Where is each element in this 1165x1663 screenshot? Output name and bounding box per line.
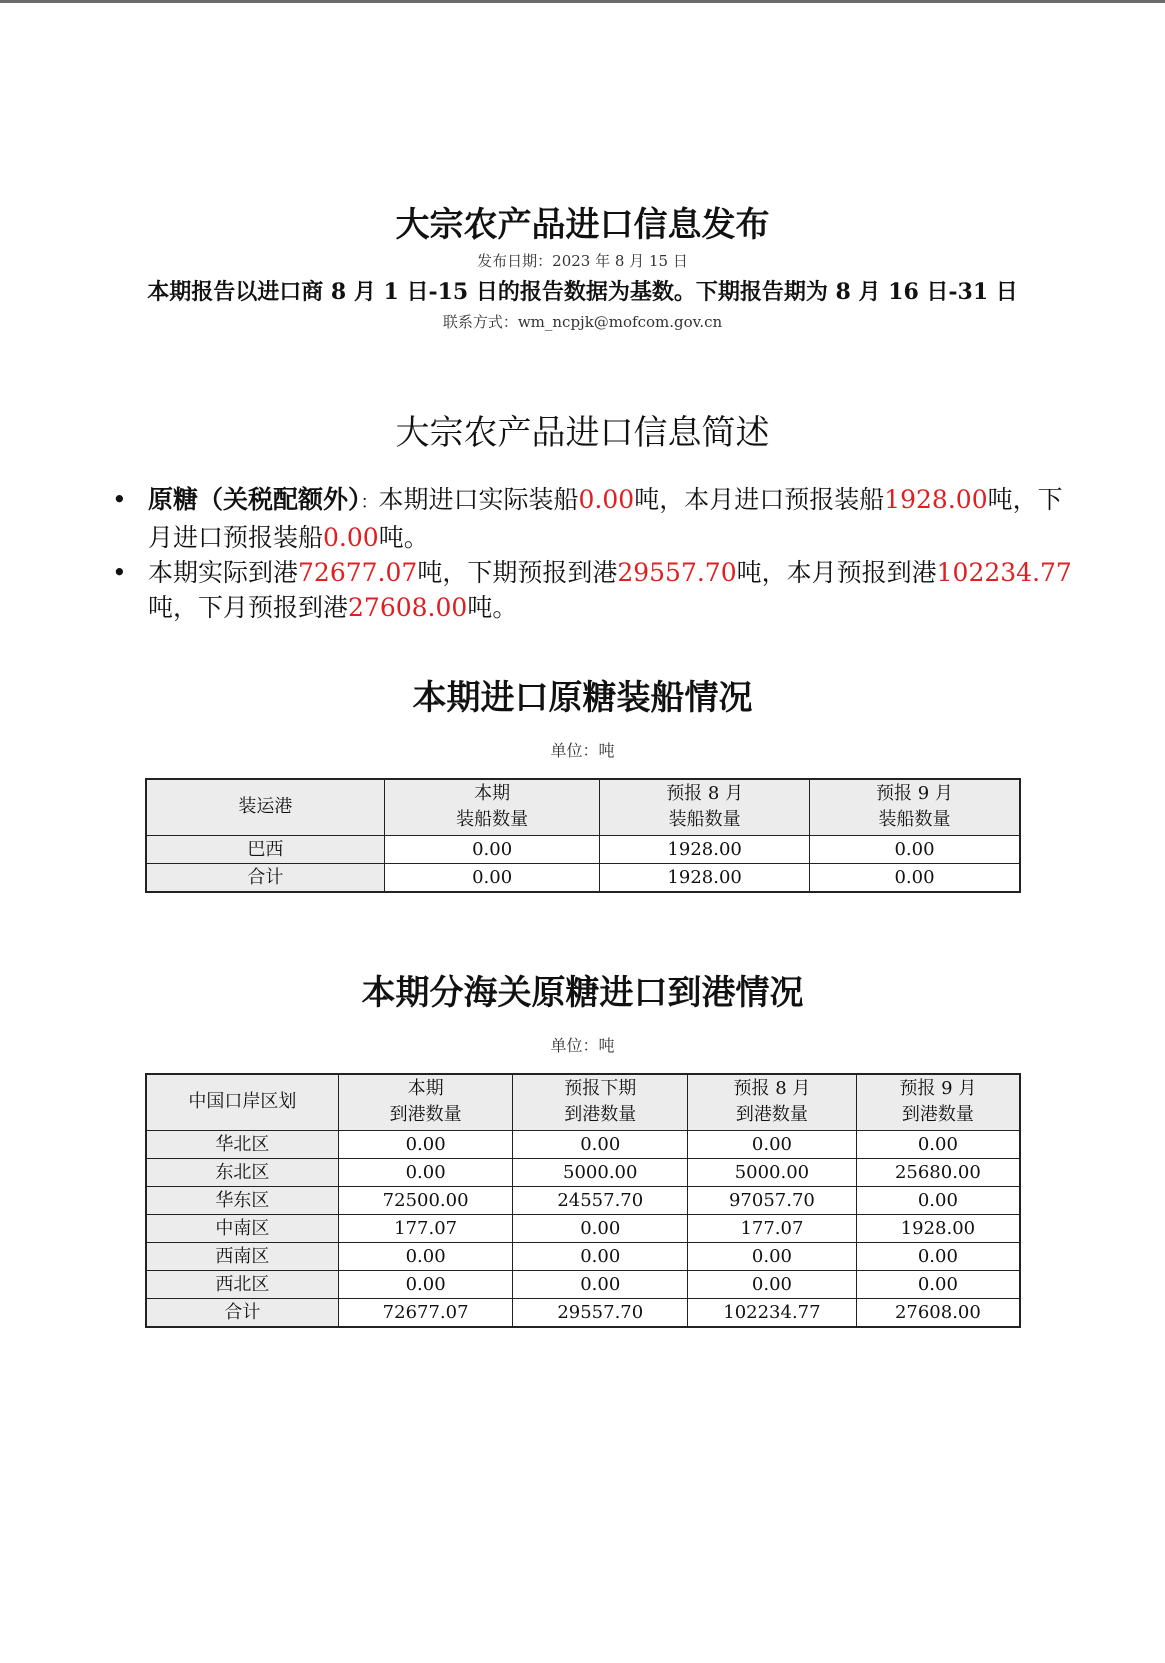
table-cell: 72677.07 bbox=[338, 1298, 513, 1327]
header-forecast-aug bbox=[600, 779, 810, 835]
next-month-shipping-value: 0.00 bbox=[323, 523, 379, 552]
this-month-shipping-value: 1928.00 bbox=[884, 485, 988, 514]
table-cell: 1928.00 bbox=[600, 835, 810, 863]
table-cell: 0.00 bbox=[856, 1242, 1020, 1270]
contact-info: 联系方式：wm_ncpjk@mofcom.gov.cn bbox=[442, 313, 723, 331]
table-cell: 1928.00 bbox=[600, 863, 810, 892]
header-region bbox=[146, 1074, 338, 1130]
summary-title: 大宗农产品进口信息简述 bbox=[395, 413, 770, 453]
table-cell: 0.00 bbox=[384, 835, 599, 863]
table-cell: 1928.00 bbox=[856, 1214, 1020, 1242]
table-cell: 中南区 bbox=[146, 1214, 338, 1242]
header-label: 预报 9 月 bbox=[899, 1078, 977, 1100]
actual-arrival-value: 72677.07 bbox=[298, 558, 418, 587]
table-cell: 合计 bbox=[146, 1298, 338, 1327]
table-cell: 5000.00 bbox=[688, 1158, 857, 1186]
header-label: 预报下期 bbox=[564, 1078, 637, 1100]
table-cell: 0.00 bbox=[688, 1242, 857, 1270]
table-row bbox=[146, 835, 1020, 863]
header-sublabel: 到港数量 bbox=[564, 1104, 637, 1126]
table-cell: 0.00 bbox=[688, 1270, 857, 1298]
actual-shipping-value: 0.00 bbox=[578, 485, 635, 514]
header-current bbox=[338, 1074, 513, 1130]
table-cell: 0.00 bbox=[688, 1130, 857, 1158]
table-cell: 0.00 bbox=[338, 1242, 513, 1270]
report-period-notice: 本期报告以进口商 8 月 1 日-15 日的报告数据为基数。下期报告期为 8 月 16 日-31 日 bbox=[147, 279, 1018, 305]
table-header-row bbox=[146, 1074, 1020, 1130]
summary-text: 吨，本月进口预报装船 bbox=[634, 485, 885, 514]
summary-text: 本期进口实际装船 bbox=[378, 485, 579, 514]
header-forecast-sep bbox=[809, 779, 1020, 835]
table-cell: 东北区 bbox=[146, 1158, 338, 1186]
summary-item-shipping bbox=[112, 482, 1072, 555]
table-cell: 24557.70 bbox=[513, 1186, 688, 1214]
table-row-total bbox=[146, 863, 1020, 892]
summary-item-arrival bbox=[112, 555, 1072, 625]
table-row-total bbox=[146, 1298, 1020, 1327]
summary-text: 吨，下期预报到港 bbox=[417, 558, 618, 587]
table-cell: 97057.70 bbox=[688, 1186, 857, 1214]
page-title: 大宗农产品进口信息发布 bbox=[395, 205, 770, 245]
table-cell: 巴西 bbox=[146, 835, 384, 863]
summary-text: 吨，下月预报到港 bbox=[148, 593, 349, 622]
table-cell: 0.00 bbox=[384, 863, 599, 892]
arrival-table bbox=[145, 1073, 1021, 1328]
header-label: 装运港 bbox=[238, 796, 293, 818]
table-row bbox=[146, 1214, 1020, 1242]
label-colon: ： bbox=[360, 492, 379, 513]
shipping-table bbox=[145, 778, 1021, 893]
table-cell: 合计 bbox=[146, 863, 384, 892]
table-row bbox=[146, 1130, 1020, 1158]
bullet-icon: • bbox=[112, 558, 127, 587]
bullet-icon: • bbox=[112, 485, 127, 514]
summary-text: 本期实际到港 bbox=[148, 558, 299, 587]
table-cell: 0.00 bbox=[856, 1270, 1020, 1298]
header-label: 预报 8 月 bbox=[733, 1078, 811, 1100]
table-cell: 西南区 bbox=[146, 1242, 338, 1270]
table-cell: 72500.00 bbox=[338, 1186, 513, 1214]
header-forecast-aug bbox=[688, 1074, 857, 1130]
header-current bbox=[384, 779, 599, 835]
this-month-arrival-value: 102234.77 bbox=[936, 558, 1072, 587]
table-row bbox=[146, 1186, 1020, 1214]
table-header-row bbox=[146, 779, 1020, 835]
table-cell: 0.00 bbox=[513, 1130, 688, 1158]
header-port bbox=[146, 779, 384, 835]
summary-list bbox=[112, 482, 1072, 625]
table-cell: 0.00 bbox=[513, 1270, 688, 1298]
top-border bbox=[0, 0, 1165, 3]
product-label: 原糖（关税配额外） bbox=[148, 485, 361, 514]
table-cell: 177.07 bbox=[338, 1214, 513, 1242]
table-cell: 0.00 bbox=[856, 1130, 1020, 1158]
header-label: 预报 8 月 bbox=[666, 783, 744, 805]
header-sublabel: 装船数量 bbox=[668, 809, 741, 831]
shipping-section-title: 本期进口原糖装船情况 bbox=[412, 678, 753, 718]
table-cell: 102234.77 bbox=[688, 1298, 857, 1327]
header-next-period bbox=[513, 1074, 688, 1130]
table-cell: 0.00 bbox=[513, 1214, 688, 1242]
table-cell: 0.00 bbox=[809, 835, 1020, 863]
table-cell: 0.00 bbox=[856, 1186, 1020, 1214]
header-sublabel: 装船数量 bbox=[456, 809, 529, 831]
header-sublabel: 装船数量 bbox=[878, 809, 951, 831]
table-cell: 0.00 bbox=[338, 1158, 513, 1186]
summary-text: 吨。 bbox=[378, 523, 429, 552]
header-label: 本期 bbox=[474, 783, 511, 805]
publish-date: 发布日期：2023 年 8 月 15 日 bbox=[477, 252, 688, 270]
summary-text: 吨，本月预报到港 bbox=[736, 558, 937, 587]
next-month-arrival-value: 27608.00 bbox=[348, 593, 468, 622]
table-cell: 0.00 bbox=[338, 1270, 513, 1298]
table-cell: 华东区 bbox=[146, 1186, 338, 1214]
summary-text: 吨，下月进口预报装船 bbox=[148, 485, 1063, 552]
table-row bbox=[146, 1270, 1020, 1298]
summary-text: 吨。 bbox=[467, 593, 518, 622]
table-cell: 27608.00 bbox=[856, 1298, 1020, 1327]
table-cell: 0.00 bbox=[338, 1130, 513, 1158]
table-cell: 西北区 bbox=[146, 1270, 338, 1298]
table-row bbox=[146, 1158, 1020, 1186]
header-label: 中国口岸区划 bbox=[188, 1091, 297, 1113]
shipping-unit: 单位：吨 bbox=[550, 741, 615, 760]
table-cell: 华北区 bbox=[146, 1130, 338, 1158]
table-cell: 25680.00 bbox=[856, 1158, 1020, 1186]
header-sublabel: 到港数量 bbox=[735, 1104, 808, 1126]
header-sublabel: 到港数量 bbox=[389, 1104, 462, 1126]
arrival-unit: 单位：吨 bbox=[550, 1036, 615, 1055]
header-label: 预报 9 月 bbox=[876, 783, 953, 805]
arrival-section-title: 本期分海关原糖进口到港情况 bbox=[361, 973, 804, 1013]
table-cell: 5000.00 bbox=[513, 1158, 688, 1186]
table-cell: 29557.70 bbox=[513, 1298, 688, 1327]
header-forecast-sep bbox=[856, 1074, 1020, 1130]
next-period-arrival-value: 29557.70 bbox=[617, 558, 737, 587]
table-row bbox=[146, 1242, 1020, 1270]
table-cell: 0.00 bbox=[809, 863, 1020, 892]
header-label: 本期 bbox=[407, 1078, 444, 1100]
table-cell: 177.07 bbox=[688, 1214, 857, 1242]
table-cell: 0.00 bbox=[513, 1242, 688, 1270]
header-sublabel: 到港数量 bbox=[901, 1104, 974, 1126]
